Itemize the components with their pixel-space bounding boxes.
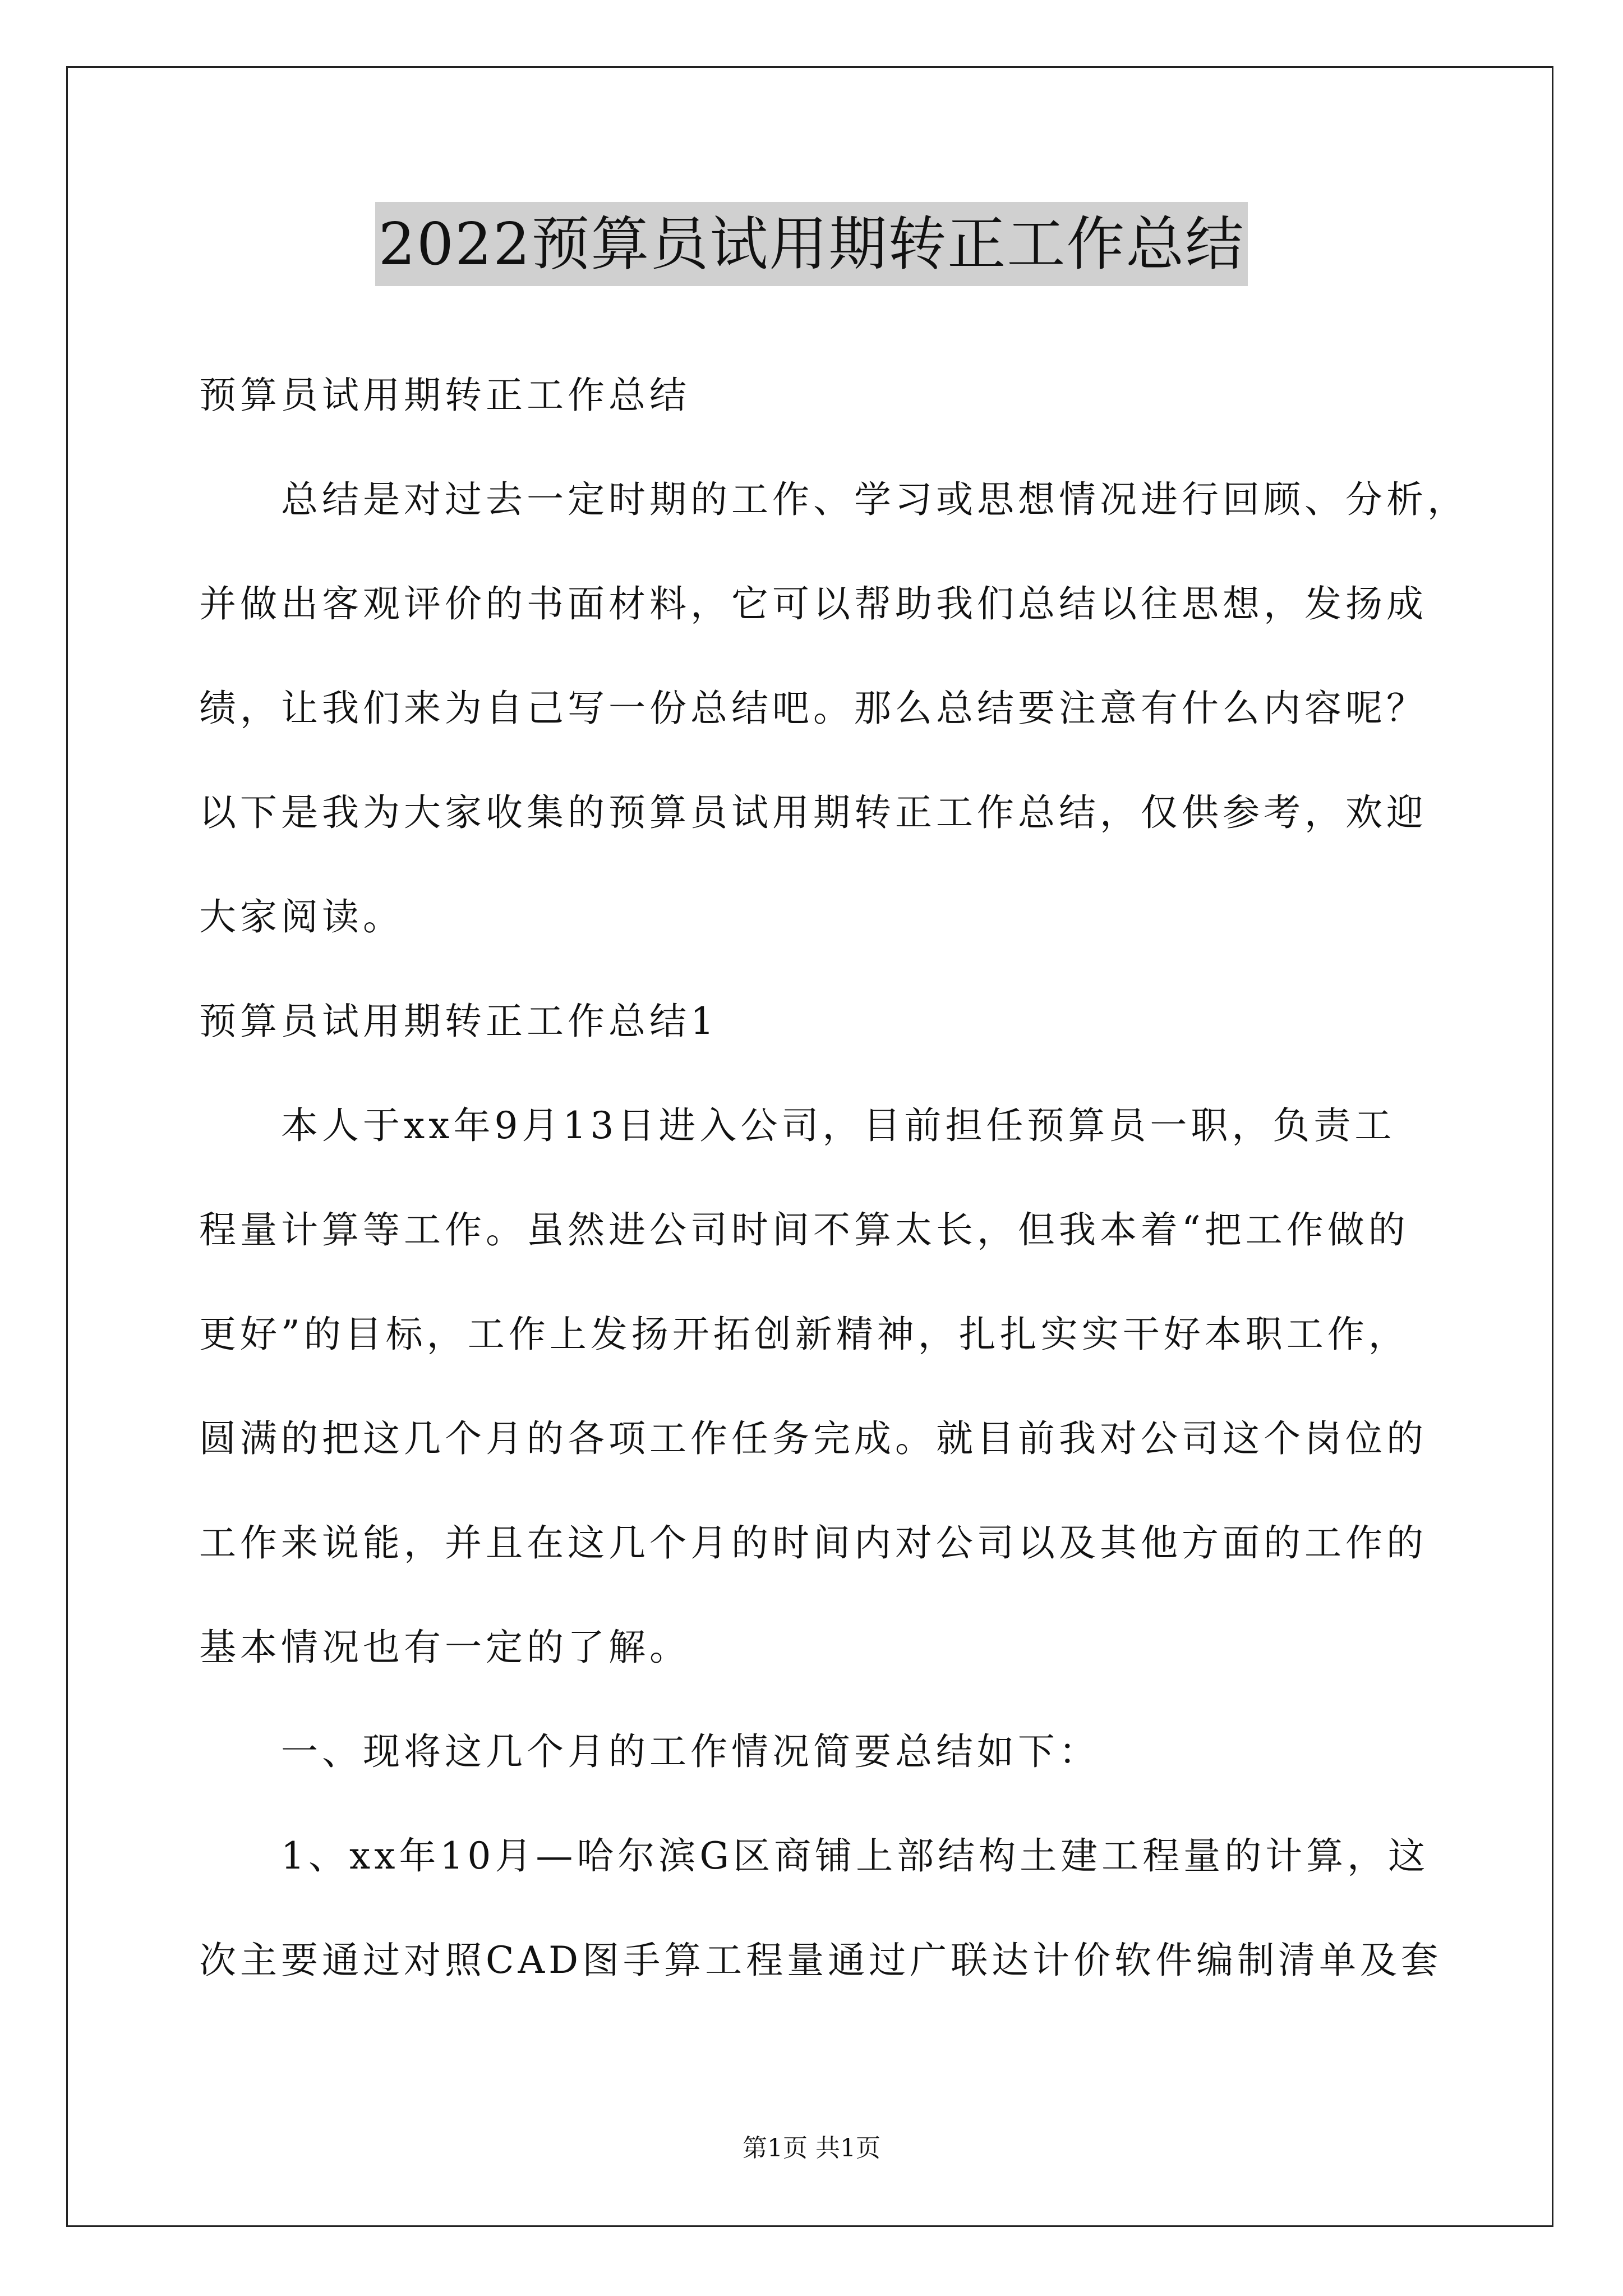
title-container — [0, 202, 1623, 286]
text-line: 基本情况也有一定的了解。 — [199, 1626, 690, 1669]
document-title: 2022预算员试用期转正工作总结 — [375, 202, 1248, 286]
text-line: 次主要通过对照CAD图手算工程量通过广联达计价软件编制清单及套 — [199, 1939, 1442, 1982]
text-line: 本人于xx年9月13日进入公司，目前担任预算员一职，负责工 — [281, 1104, 1396, 1147]
text-line: 更好”的目标，工作上发扬开拓创新精神，扎扎实实干好本职工作， — [199, 1313, 1409, 1356]
text-line: 工作来说能，并且在这几个月的时间内对公司以及其他方面的工作的 — [199, 1521, 1427, 1565]
text-line: 程量计算等工作。虽然进公司时间不算太长，但我本着“把工作做的 — [199, 1208, 1409, 1251]
text-line: 总结是对过去一定时期的工作、学习或思想情况进行回顾、分析， — [281, 478, 1468, 521]
text-line: 绩，让我们来为自己写一份总结吧。那么总结要注意有什么内容呢？ — [199, 687, 1427, 730]
text-line: 以下是我为大家收集的预算员试用期转正工作总结，仅供参考，欢迎 — [199, 791, 1427, 834]
text-line: 大家阅读。 — [199, 895, 404, 938]
text-line: 1、xx年10月—哈尔滨G区商铺上部结构土建工程量的计算，这 — [281, 1834, 1430, 1878]
text-line: 预算员试用期转正工作总结 — [199, 374, 690, 417]
text-line: 并做出客观评价的书面材料，它可以帮助我们总结以往思想，发扬成 — [199, 582, 1427, 625]
text-line: 预算员试用期转正工作总结1 — [199, 1000, 718, 1043]
document-body — [199, 343, 1468, 2013]
page-footer: 第1页 共1页 — [743, 2134, 880, 2162]
text-line: 圆满的把这几个月的各项工作任务完成。就目前我对公司这个岗位的 — [199, 1417, 1427, 1460]
text-line: 一、现将这几个月的工作情况简要总结如下： — [281, 1730, 1100, 1773]
